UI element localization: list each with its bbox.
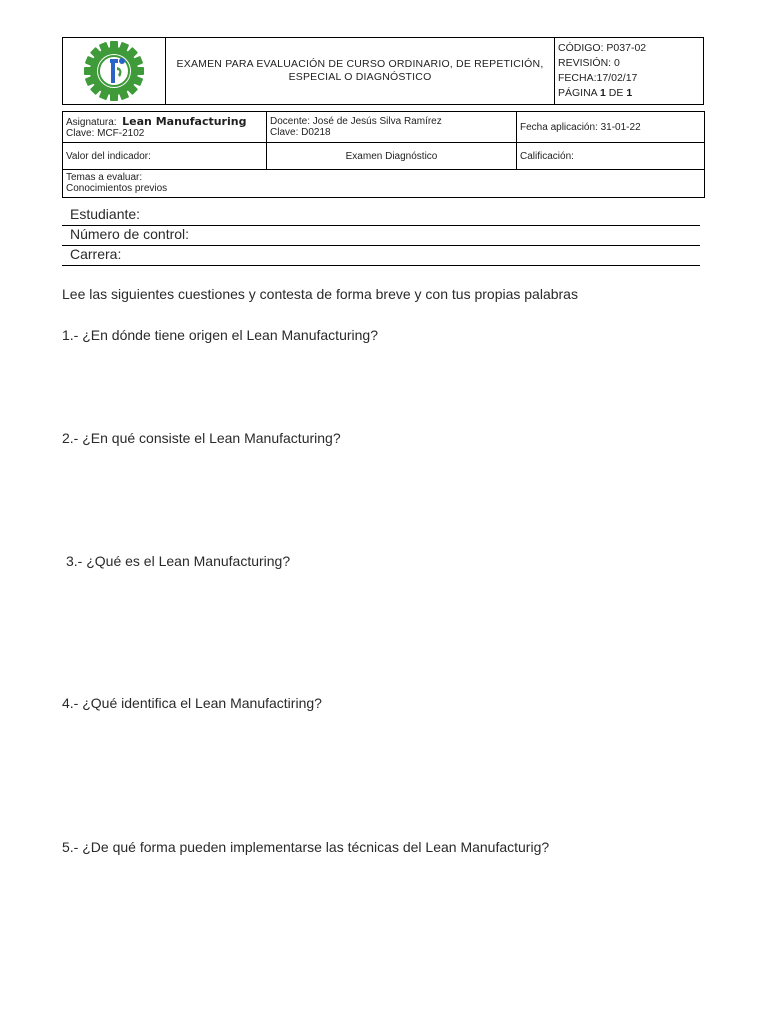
question-2: 2.- ¿En qué consiste el Lean Manufacturing? [62,430,341,446]
question-4: 4.- ¿Qué identifica el Lean Manufactiring? [62,695,322,711]
student-label: Estudiante: [70,206,141,222]
subject-cell [63,112,267,143]
subject-value: Lean Manufacturing [122,114,247,128]
instructions-text: Lee las siguientes cuestiones y contesta de forma breve y con tus propias palabras [62,286,578,302]
question-5: 5.- ¿De qué forma pueden implementarse las técnicas del Lean Manufacturig? [62,839,550,855]
exam-title-line1: EXAMEN PARA EVALUACIÓN DE CURSO ORDINARIO, DE REPETICIÓN, [176,58,544,70]
page-total: 1 [626,87,633,99]
exam-title [166,38,555,105]
career-label: Carrera: [70,246,122,262]
control-number-field[interactable] [62,226,700,246]
gear-emblem-icon [82,39,146,103]
subject-code: Clave: MCF-2102 [66,127,145,139]
page-label: PÁGINA [558,87,598,99]
career-field[interactable] [62,246,700,266]
question-1: 1.- ¿En dónde tiene origen el Lean Manufacturing? [62,327,378,343]
topics-value: Conocimientos previos [66,183,168,194]
control-number-label: Número de control: [70,226,190,242]
question-3: 3.- ¿Qué es el Lean Manufacturing? [66,553,291,569]
topics-cell [63,170,705,198]
document-info [555,38,704,105]
student-field[interactable] [62,206,700,226]
exam-title-line2: ESPECIAL O DIAGNÓSTICO [288,71,432,83]
topics-label: Temas a evaluar: [66,172,143,183]
logo-cell [63,38,166,105]
teacher-code: Clave: D0218 [270,127,331,138]
indicator-value-label: Valor del indicador: [63,143,267,170]
date-text: FECHA:17/02/17 [558,72,638,84]
teacher-cell [267,112,517,143]
application-date: Fecha aplicación: 31-01-22 [517,112,705,143]
revision-text: REVISIÓN: 0 [558,57,620,69]
page-of: DE [608,87,624,99]
exam-meta-table [62,111,705,198]
exam-type: Examen Diagnóstico [267,143,517,170]
teacher-name: Docente: José de Jesús Silva Ramírez [270,116,442,127]
page-number: 1 [600,87,606,99]
document-header [62,37,704,105]
page-indicator [558,86,700,101]
code-text: CÓDIGO: P037-02 [558,42,647,54]
grade-label: Calificación: [517,143,705,170]
subject-label: Asignatura: [66,116,117,128]
